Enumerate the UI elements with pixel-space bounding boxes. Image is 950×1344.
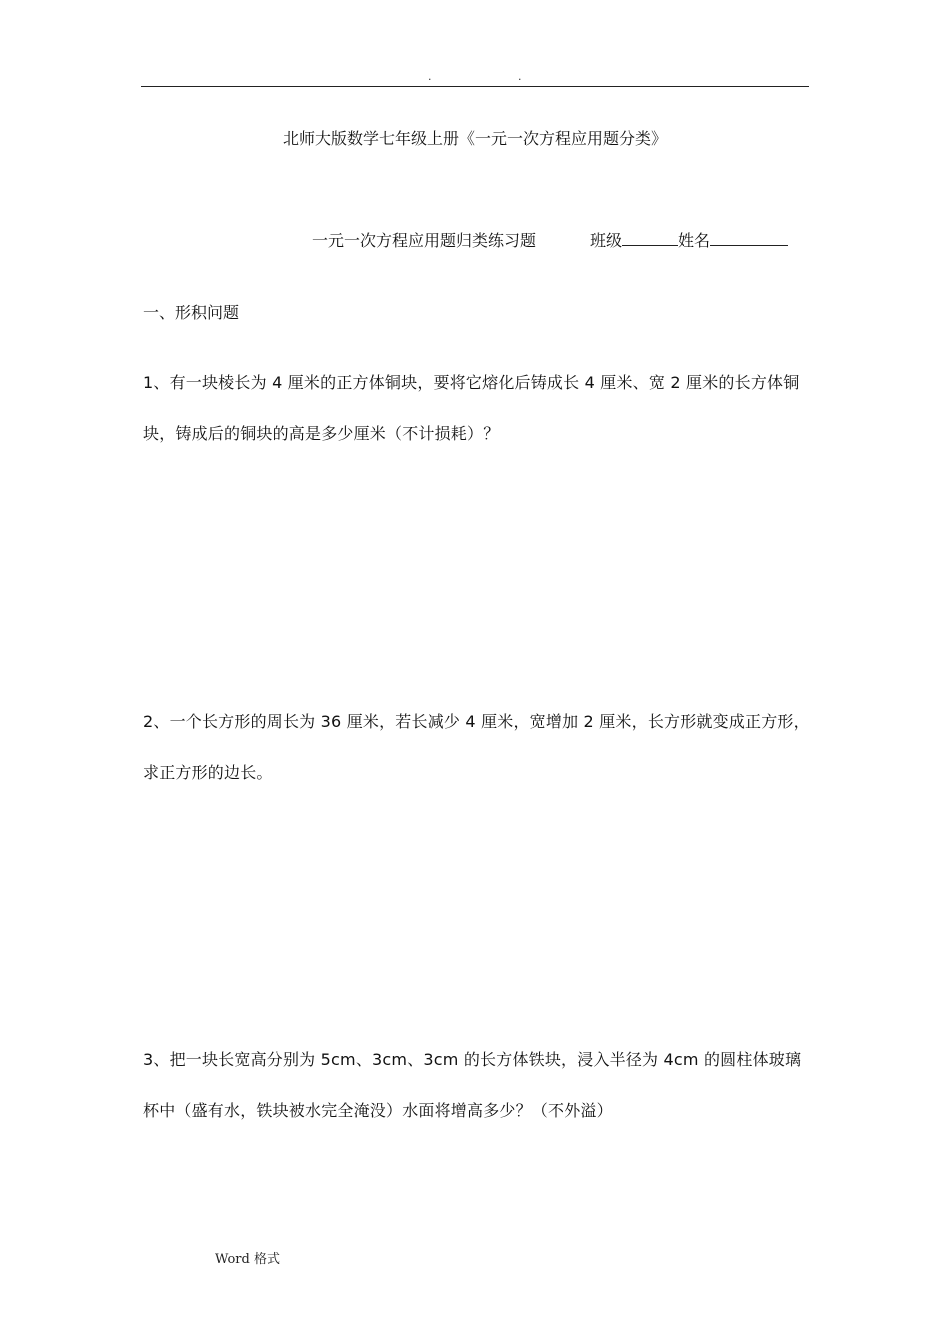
problem-line: 求正方形的边长。 [143, 763, 273, 782]
class-blank[interactable] [622, 230, 678, 246]
header-dot: . [518, 70, 522, 83]
class-label: 班级 [590, 231, 623, 250]
problem-line: 3、把一块长宽高分别为 5cm、3cm、3cm 的长方体铁块，浸入半径为 4cm 的圆柱体玻璃 [143, 1050, 802, 1069]
name-label: 姓名 [678, 231, 711, 250]
problem-2 [143, 696, 813, 798]
subtitle: 一元一次方程应用题归类练习题 [312, 231, 537, 250]
name-blank[interactable] [710, 230, 788, 246]
section-heading: 一、形积问题 [143, 303, 240, 322]
problem-line: 块，铸成后的铜块的高是多少厘米（不计损耗）？ [143, 424, 500, 443]
header-dot: . [428, 70, 432, 83]
problem-3 [143, 1034, 813, 1136]
header-dots [0, 70, 950, 84]
problem-line: 2、一个长方形的周长为 36 厘米，若长减少 4 厘米，宽增加 2 厘米，长方形就变成正方形， [143, 712, 810, 731]
problem-line: 1、有一块棱长为 4 厘米的正方体铜块，要将它熔化后铸成长 4 厘米、宽 2 厘米的长方体铜 [143, 373, 800, 392]
header-rule [141, 86, 809, 87]
problem-line: 杯中（盛有水，铁块被水完全淹没）水面将增高多少？（不外溢） [143, 1101, 613, 1120]
footer-text: Word 格式 [215, 1252, 280, 1267]
problem-1 [143, 357, 813, 459]
document-title: 北师大版数学七年级上册《一元一次方程应用题分类》 [282, 129, 667, 148]
subtitle-row [312, 228, 812, 251]
